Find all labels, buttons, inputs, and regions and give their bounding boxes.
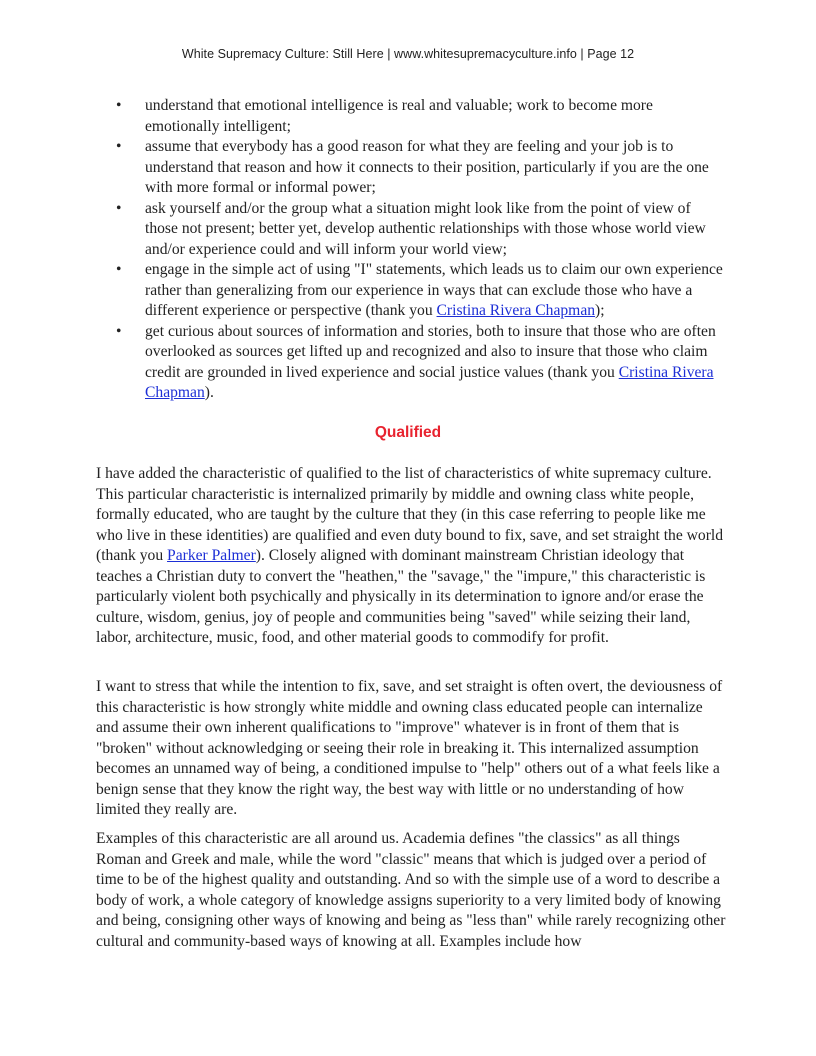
bullet-icon: • bbox=[116, 322, 122, 340]
bullet-icon: • bbox=[116, 138, 122, 155]
list-item bbox=[116, 322, 725, 404]
bullet-icon: • bbox=[116, 97, 122, 114]
list-item bbox=[116, 96, 725, 137]
list-item bbox=[116, 199, 725, 261]
list-item-text: ask yourself and/or the group what a situation might look like from the point of view of those not present; better yet, develop authentic relationships with those whose world view and/or experience could and will inform your world view; bbox=[145, 199, 706, 258]
link-cristina-rivera-chapman[interactable]: Cristina Rivera Chapman bbox=[145, 363, 714, 401]
paragraph-text-end: ). Closely aligned with dominant mainstream Christian ideology that teaches a Christian duty to convert the "heathen," the "savage," the "impure," this characteristic is particularly violent both psychically and physically in its determination to ignore and/or erase the culture, wisdom, genius, joy of people and communities being "saved" while seizing their land, labor, architecture, music, food, and other material goods to commodify for profit. bbox=[96, 547, 706, 646]
list-item bbox=[116, 137, 725, 199]
link-cristina-rivera-chapman[interactable]: Cristina Rivera Chapman bbox=[436, 302, 596, 319]
bullet-list bbox=[116, 96, 725, 404]
list-item-text-end: ); bbox=[595, 302, 605, 319]
paragraph: I want to stress that while the intention to fix, save, and set straight is often overt, the deviousness of this characteristic is how strongly white middle and owning class educated people can internalize and assume their own inherent qualifications to "improve" whatever is in front of them that is "broken" without acknowledging or seeing their role in breaking it. This internalized assumption becomes an unnamed way of being, a conditioned impulse to "help" others out of a what feels like a benign sense that they know the right way, the best way with little or no understanding of how limited they really are. bbox=[96, 678, 723, 818]
list-item bbox=[116, 260, 725, 322]
section-heading: Qualified bbox=[374, 424, 442, 441]
list-item-text: engage in the simple act of using "I" statements, which leads us to claim our own experience rather than generalizing from our experience in ways that can exclude those who have a different experience or perspective (thank you bbox=[145, 261, 723, 319]
list-item-text: assume that everybody has a good reason for what they are feeling and your job is to understand that reason and how it connects to their position, particularly if you are the one with more formal or informal power; bbox=[145, 138, 709, 196]
paragraph: Examples of this characteristic are all around us. Academia defines "the classics" as all things Roman and Greek and male, while the word "classic" means that which is judged over a period of time to be of the highest quality and outstanding. And so with the simple use of a word to describe a body of work, a whole category of knowledge assigns superiority to a very limited body of knowing and being, consigning other ways of knowing and being as "less than" while rarely recognizing other cultural and community-based ways of knowing at all. Examples include how bbox=[96, 830, 726, 950]
paragraph bbox=[96, 464, 726, 649]
link-parker-palmer[interactable]: Parker Palmer bbox=[167, 547, 256, 564]
bullet-icon: • bbox=[116, 261, 122, 278]
paragraph-text: I have added the characteristic of qualified to the list of characteristics of white supremacy culture. This particular characteristic is internalized primarily by middle and owning class white people, formally educated, who are taught by the culture that they (in this case referring to people like me who live in these identities) are qualified and even duty bound to fix, save, and set straight the world (thank you bbox=[96, 465, 724, 564]
list-item-text: get curious about sources of information and stories, both to insure that those who are often overlooked as sources get lifted up and recognized and also to insure that those who claim credit are grounded in lived experience and social justice values (thank you bbox=[145, 322, 716, 381]
running-header: White Supremacy Culture: Still Here | www.whitesupremacyculture.info | Page 12 bbox=[181, 47, 635, 61]
list-item-text: understand that emotional intelligence is real and valuable; work to become more emotionally intelligent; bbox=[145, 97, 653, 135]
bullet-icon: • bbox=[116, 199, 122, 217]
list-item-text-end: ). bbox=[204, 384, 214, 401]
